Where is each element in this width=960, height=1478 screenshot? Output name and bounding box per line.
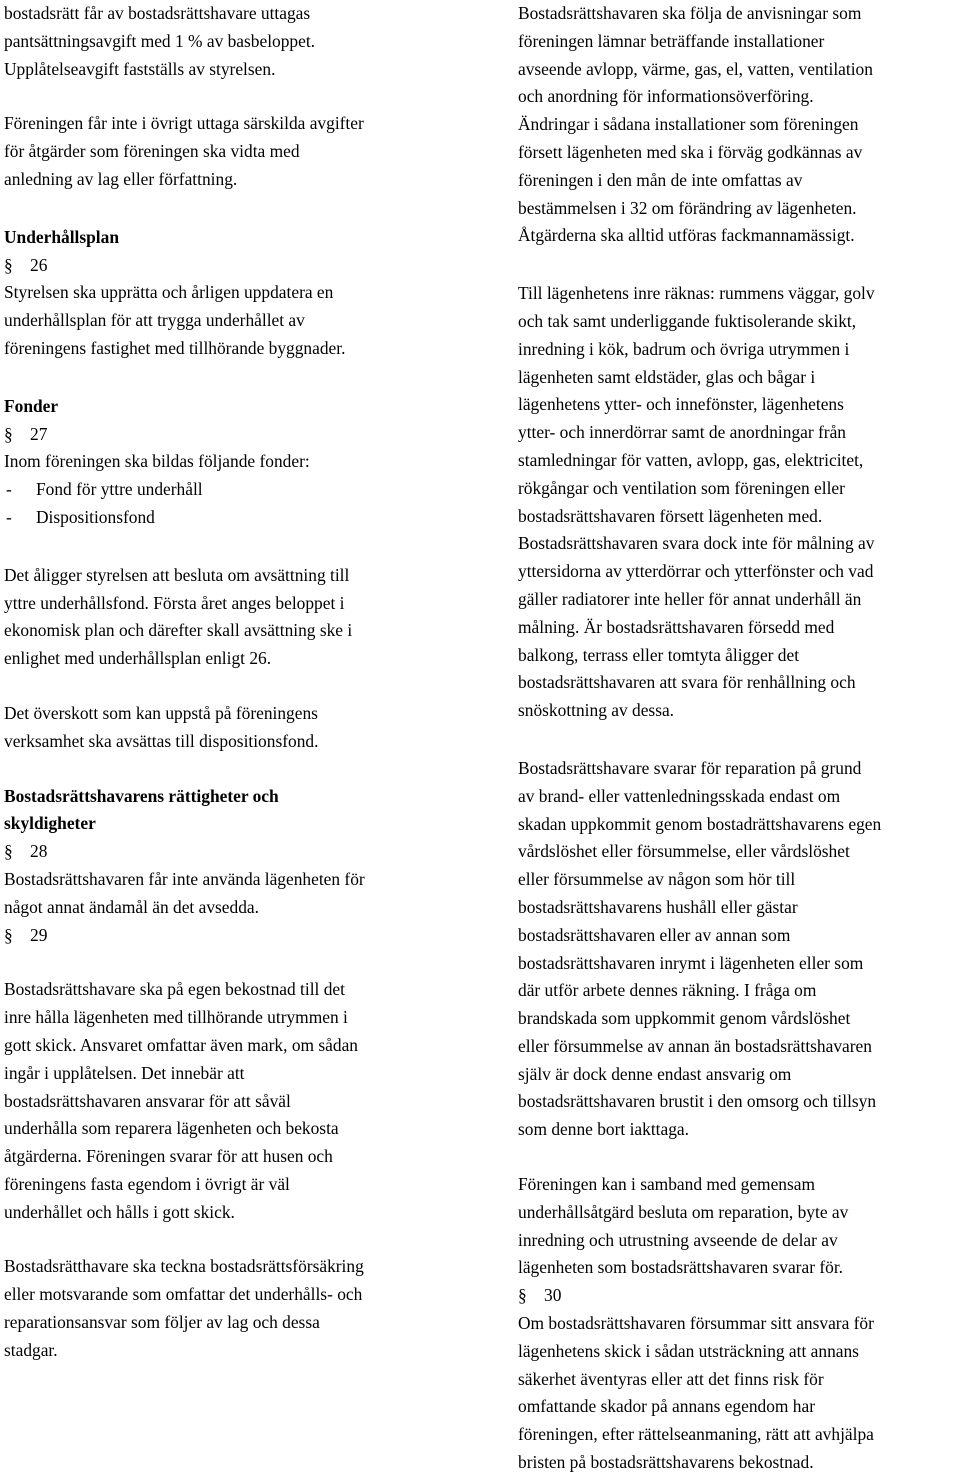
paragraph-29-forsakring: Bostadsrätthavare ska teckna bostadsrättsförsäkring eller motsvarande som omfattar det underhålls- och reparationsansvar som följer av lag och dessa stadgar.: [4, 1256, 364, 1360]
heading-rattigheter-skyldigheter: Bostadsrättshavarens rättigheter och skyldigheter: [4, 785, 279, 834]
section-27-heading: [4, 421, 474, 449]
paragraph-27-avsattning: Det åligger styrelsen att besluta om avsättning till yttre underhållsfond. Första året anges beloppet i ekonomisk plan och därefter skall avsättning ske i enlighet med underhållsplan enligt 26.: [4, 564, 353, 669]
paragraph-29: Bostadsrättshavare ska på egen bekostnad till det inre hålla lägenheten med tillhörande utrymmen i gott skick. Ansvaret omfattar även mark, om sådan ingår i upplåtelsen. Det innebär att bostadsrättshavaren ansvarar för att såväl underhålla som reparera lägenheten och bekosta åtgärderna. Föreningen svarar för att husen och föreningens fasta egendom i övrigt är väl underhållet och hålls i gott skick.: [4, 979, 358, 1222]
section-30-heading: [518, 1282, 958, 1310]
fonder-list: [4, 476, 474, 532]
section-symbol: §: [4, 254, 13, 275]
paragraph-30: Om bostadsrättshavaren försummar sitt ansvara för lägenhetens skick i sådan utsträckning att annans säkerhet äventyras eller att det finns risk för omfattande skador på annans egendom har föreningen, efter rättelseanmaning, rätt att avhjälpa bristen på bostadsrättshavarens bekostnad.: [518, 1313, 874, 1473]
section-number: 27: [30, 423, 48, 444]
paragraph-anvisningar: Bostadsrättshavaren ska följa de anvisningar som föreningen lämnar beträffande installationer avseende avlopp, värme, gas, el, vatten, ventilation och anordning för informationsöverföring. Ändringar i sådana installationer som föreningen försett lägenheten med ska i förväg godkännas av föreningen i den mån de inte omfattas av bestämmelsen i 32 om förändring av lägenheten. Åtgärderna ska alltid utföras fackmannamässigt.: [518, 3, 873, 246]
section-number: 28: [30, 841, 48, 862]
section-number: 30: [544, 1285, 562, 1306]
list-item-text: Dispositionsfond: [36, 506, 155, 527]
right-column: [518, 0, 958, 1477]
section-symbol: §: [4, 423, 13, 444]
paragraph-28: Bostadsrättshavaren får inte använda lägenheten för något annat ändamål än det avsedda.: [4, 868, 365, 917]
section-number: 29: [30, 924, 48, 945]
list-item: [4, 476, 474, 504]
list-item: [4, 504, 474, 532]
section-symbol: §: [518, 1285, 527, 1306]
paragraph-pantsattningsavgift: bostadsrätt får av bostadsrättshavare uttagas pantsättningsavgift med 1 % av basbeloppet. Upplåtelseavgift fastställs av styrelsen.: [4, 3, 316, 79]
list-item-text: Fond för yttre underhåll: [36, 479, 203, 500]
left-column: [4, 0, 474, 1365]
paragraph-26: Styrelsen ska upprätta och årligen uppdatera en underhållsplan för att trygga underhållet av föreningens fastighet med tillhörande byggnader.: [4, 282, 346, 358]
paragraph-reparation: Bostadsrättshavare svarar för reparation på grund av brand- eller vattenledningsskada endast om skadan uppkommit genom bostadrättshavarens egen vårdslöshet eller försummelse, eller vårdslöshet eller försummelse av någon som hör till bostadsrättshavarens hushåll eller gästar bostadsrättshavaren eller av annan som bostadsrättshavaren inrymt i lägenheten eller som där utför arbete dennes räkning. I fråga om brandskada som uppkommit genom vårdslöshet eller försummelse av annan än bostadsrättshavaren själv är dock denne endast ansvarig om bostadsrättshavaren brustit i den omsorg och tillsyn som denne bort iakttaga.: [518, 757, 882, 1140]
section-28-heading: [4, 838, 474, 866]
section-symbol: §: [4, 841, 13, 862]
list-dash: -: [6, 506, 12, 527]
section-26-heading: [4, 252, 474, 280]
heading-underhallsplan: Underhållsplan: [4, 226, 120, 247]
paragraph-27: Inom föreningen ska bildas följande fonder:: [4, 451, 310, 472]
paragraph-gemensam-underhallsatgard: Föreningen kan i samband med gemensam underhållsåtgärd besluta om reparation, byte av inredning och utrustning avseende de delar av lägenheten som bostadsrättshavaren svarar för.: [518, 1174, 849, 1278]
section-29-heading: [4, 922, 474, 950]
paragraph-lagenhetens-inre: Till lägenhetens inre räknas: rummens väggar, golv och tak samt underliggande fuktisolerande skikt, inredning i kök, badrum och övriga utrymmen i lägenheten samt eldstäder, glas och bågar i lägenhetens ytter- och innefönster, lägenhetens ytter- och innerdörrar samt de anordningar från stamledningar för vatten, avlopp, gas, elektricitet, rökgångar och ventilation som föreningen eller bostadsrättshavaren försett lägenheten med. Bostadsrättshavaren svara dock inte för målning av yttersidorna av ytterdörrar och ytterfönster och vad gäller radiatorer inte heller för annat underhåll än målning. Är bostadsrättshavaren försedd med balkong, terrass eller tomtyta åligger det bostadsrättshavaren att svara för renhållning och snöskottning av dessa.: [518, 283, 875, 721]
section-number: 26: [30, 254, 48, 275]
paragraph-sarskilda-avgifter: Föreningen får inte i övrigt uttaga särskilda avgifter för åtgärder som föreningen ska vidta med anledning av lag eller författning.: [4, 113, 364, 189]
list-dash: -: [6, 479, 12, 500]
paragraph-27-overskott: Det överskott som kan uppstå på föreningens verksamhet ska avsättas till dispositionsfond.: [4, 702, 319, 751]
section-symbol: §: [4, 924, 13, 945]
heading-fonder: Fonder: [4, 395, 59, 416]
